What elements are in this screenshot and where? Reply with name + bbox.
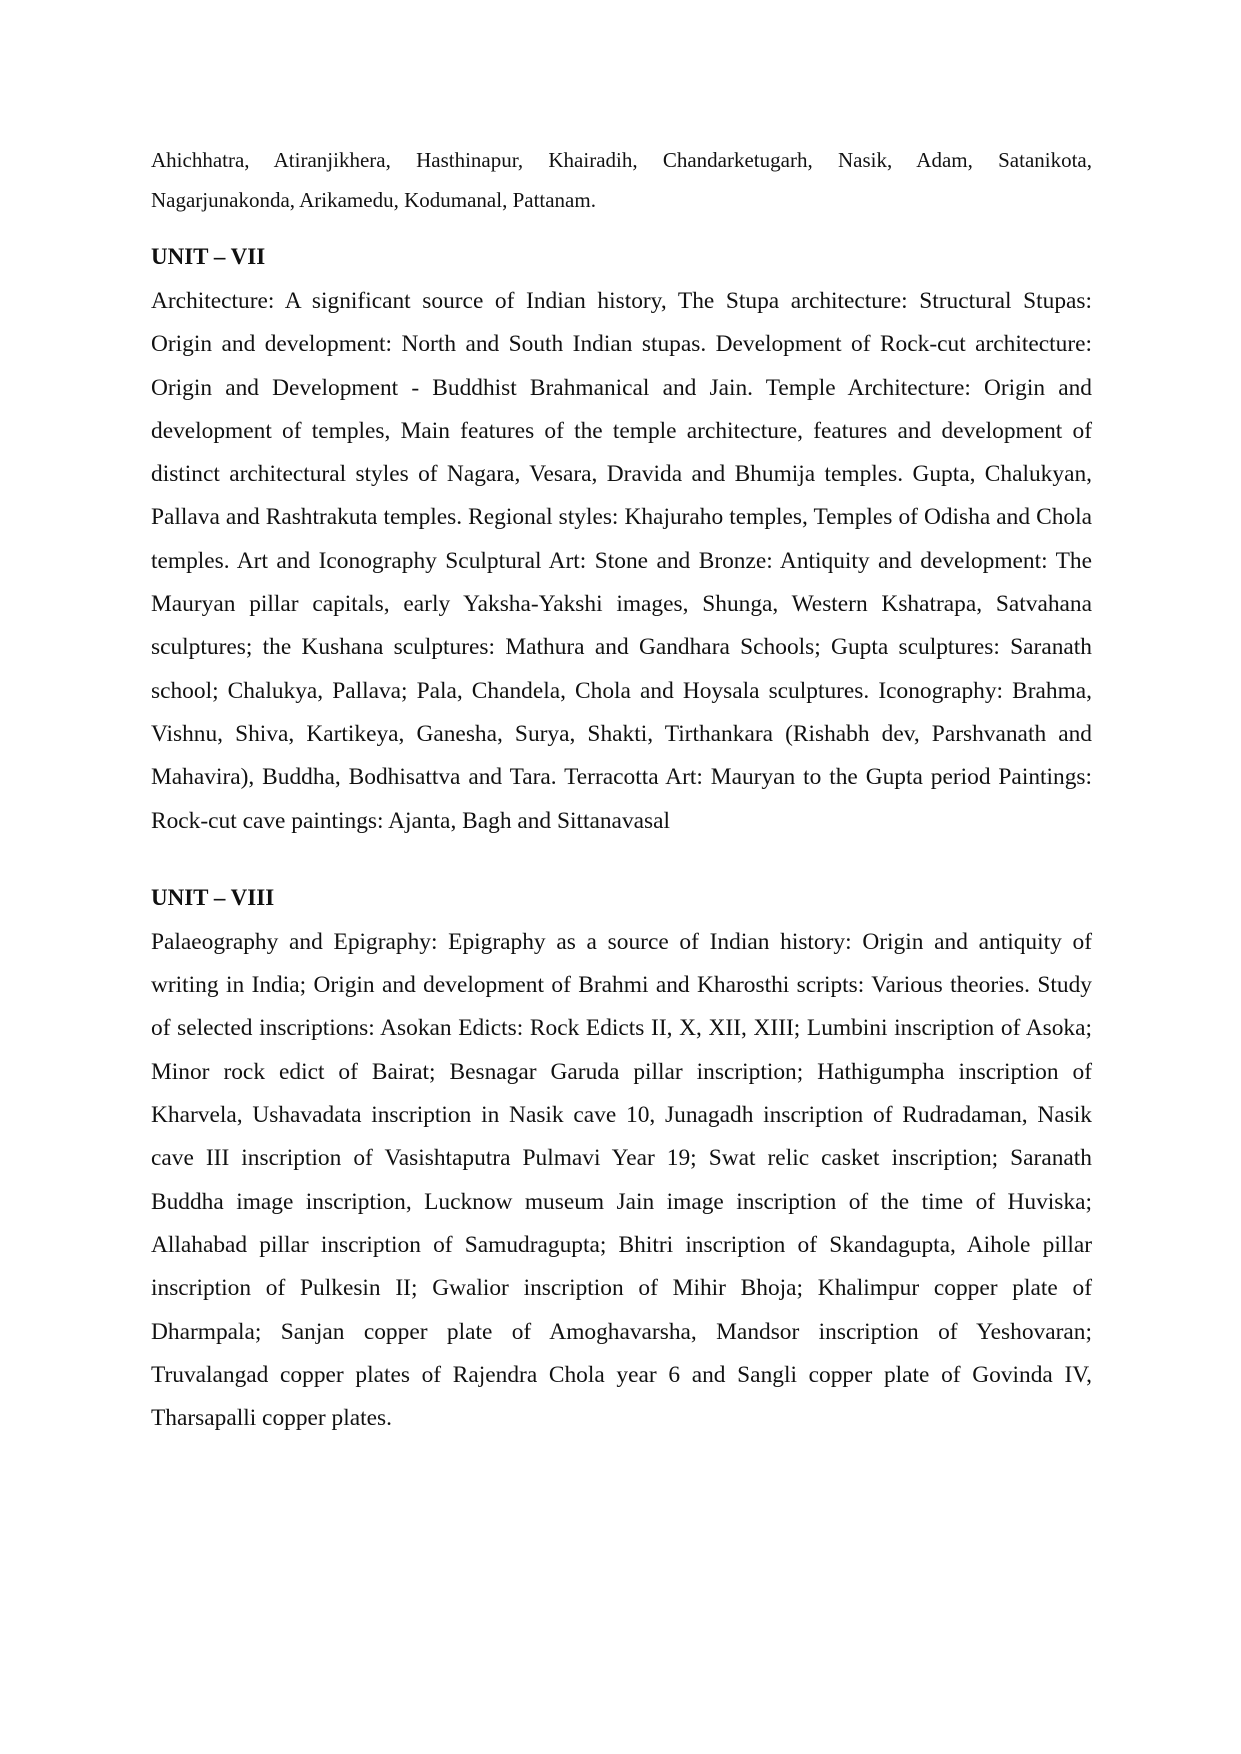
site-list-paragraph: Ahichhatra, Atiranjikhera, Hasthinapur, Khairadih, Chandarketugarh, Nasik, Adam, Satanikota, Nagarjunakonda, Arikamedu, Kodumanal, Pattanam. xyxy=(151,148,1092,212)
document-page xyxy=(151,140,1092,1440)
unit-vii-body: Architecture: A significant source of Indian history, The Stupa architecture: Structural Stupas: Origin and development: North and South Indian stupas. Development of Rock-cut architecture: Origin and Development - Buddhist Brahmanical and Jain. Temple Architecture: Origin and development of temples, Main features of the temple architecture, features and development of distinct architectural styles of Nagara, Vesara, Dravida and Bhumija temples. Gupta, Chalukyan, Pallava and Rashtrakuta temples. Regional styles: Khajuraho temples, Temples of Odisha and Chola temples. Art and Iconography Sculptural Art: Stone and Bronze: Antiquity and development: The Mauryan pillar capitals, early Yaksha-Yakshi images, Shunga, Western Kshatrapa, Satvahana sculptures; the Kushana sculptures: Mathura and Gandhara Schools; Gupta sculptures: Saranath school; Chalukya, Pallava; Pala, Chandela, Chola and Hoysala sculptures. Iconography: Brahma, Vishnu, Shiva, Kartikeya, Ganesha, Surya, Shakti, Tirthankara (Rishabh dev, Parshvanath and Mahavira), Buddha, Bodhisattva and Tara. Terracotta Art: Mauryan to the Gupta period Paintings: Rock-cut cave paintings: Ajanta, Bagh and Sittanavasal xyxy=(151,288,1092,834)
unit-viii-heading: UNIT – VIII xyxy=(151,884,275,910)
unit-viii-body: Palaeography and Epigraphy: Epigraphy as a source of Indian history: Origin and antiquity of writing in India; Origin and development of Brahmi and Kharosthi scripts: Various theories. Study of selected inscriptions: Asokan Edicts: Rock Edicts II, X, XII, XIII; Lumbini inscription of Asoka; Minor rock edict of Bairat; Besnagar Garuda pillar inscription; Hathigumpha inscription of Kharvela, Ushavadata inscription in Nasik cave 10, Junagadh inscription of Rudradaman, Nasik cave III inscription of Vasishtaputra Pulmavi Year 19; Swat relic casket inscription; Saranath Buddha image inscription, Lucknow museum Jain image inscription of the time of Huviska; Allahabad pillar inscription of Samudragupta; Bhitri inscription of Skandagupta, Aihole pillar inscription of Pulkesin II; Gwalior inscription of Mihir Bhoja; Khalimpur copper plate of Dharmpala; Sanjan copper plate of Amoghavarsha, Mandsor inscription of Yeshovaran; Truvalangad copper plates of Rajendra Chola year 6 and Sangli copper plate of Govinda IV, Tharsapalli copper plates. xyxy=(151,928,1092,1432)
unit-vii-heading: UNIT – VII xyxy=(151,244,266,269)
